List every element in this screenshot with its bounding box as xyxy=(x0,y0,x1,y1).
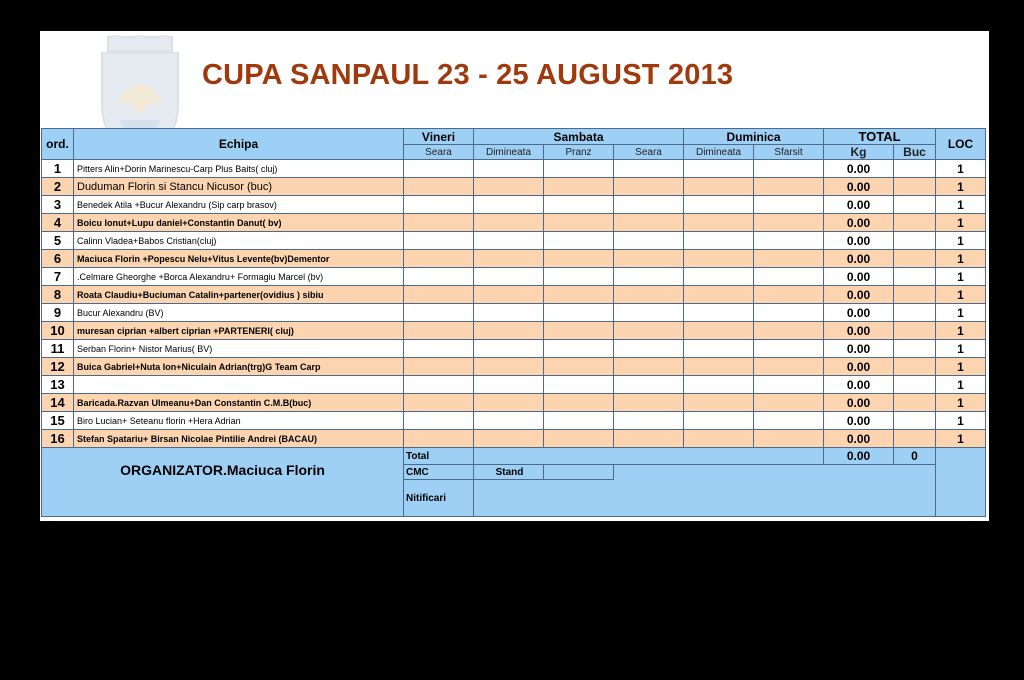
row-sambata-pranz xyxy=(544,322,614,340)
row-team: Buica Gabriel+Nuta Ion+Niculain Adrian(trg)G Team Carp xyxy=(74,358,404,376)
row-sambata-seara xyxy=(614,214,684,232)
row-duminica-sfarsit xyxy=(754,322,824,340)
row-buc xyxy=(894,340,936,358)
row-team: .Celmare Gheorghe +Borca Alexandru+ Formagiu Marcel (bv) xyxy=(74,268,404,286)
row-vineri-seara xyxy=(404,268,474,286)
row-kg: 0.00 xyxy=(824,286,894,304)
row-duminica-dimineata xyxy=(684,250,754,268)
row-kg: 0.00 xyxy=(824,304,894,322)
row-vineri-seara xyxy=(404,178,474,196)
total-kg: 0.00 xyxy=(824,448,894,465)
stand-value xyxy=(544,465,614,480)
row-vineri-seara xyxy=(404,394,474,412)
row-sambata-seara xyxy=(614,178,684,196)
row-team: Benedek Atila +Bucur Alexandru (Sip carp brasov) xyxy=(74,196,404,214)
row-loc: 1 xyxy=(936,304,986,322)
row-vineri-seara xyxy=(404,304,474,322)
notificari-value xyxy=(474,480,936,517)
row-sambata-pranz xyxy=(544,376,614,394)
table-row xyxy=(42,214,986,232)
row-team: Pitters Alin+Dorin Marinescu-Carp Plus Baits( cluj) xyxy=(74,160,404,178)
row-duminica-dimineata xyxy=(684,340,754,358)
row-ord: 9 xyxy=(42,304,74,322)
row-duminica-dimineata xyxy=(684,196,754,214)
row-sambata-dimineata xyxy=(474,286,544,304)
row-duminica-sfarsit xyxy=(754,160,824,178)
row-sambata-dimineata xyxy=(474,340,544,358)
organizer-label: ORGANIZATOR.Maciuca Florin xyxy=(42,448,404,517)
row-duminica-sfarsit xyxy=(754,394,824,412)
row-sambata-seara xyxy=(614,268,684,286)
row-duminica-dimineata xyxy=(684,394,754,412)
row-sambata-pranz xyxy=(544,394,614,412)
row-sambata-dimineata xyxy=(474,196,544,214)
header-kg: Kg xyxy=(824,145,894,160)
row-vineri-seara xyxy=(404,430,474,448)
row-loc: 1 xyxy=(936,268,986,286)
row-duminica-dimineata xyxy=(684,178,754,196)
row-sambata-dimineata xyxy=(474,232,544,250)
results-sheet xyxy=(40,31,989,521)
row-ord: 4 xyxy=(42,214,74,232)
row-loc: 1 xyxy=(936,340,986,358)
row-team: Bucur Alexandru (BV) xyxy=(74,304,404,322)
cmc-label: CMC xyxy=(404,465,474,480)
row-vineri-seara xyxy=(404,214,474,232)
row-duminica-sfarsit xyxy=(754,286,824,304)
row-sambata-dimineata xyxy=(474,160,544,178)
row-buc xyxy=(894,250,936,268)
row-ord: 11 xyxy=(42,340,74,358)
row-sambata-pranz xyxy=(544,268,614,286)
row-team: Stefan Spatariu+ Birsan Nicolae Pintilie Andrei (BACAU) xyxy=(74,430,404,448)
row-sambata-pranz xyxy=(544,178,614,196)
row-kg: 0.00 xyxy=(824,358,894,376)
row-sambata-seara xyxy=(614,322,684,340)
row-buc xyxy=(894,268,936,286)
row-ord: 5 xyxy=(42,232,74,250)
results-rows xyxy=(42,160,986,448)
row-duminica-sfarsit xyxy=(754,196,824,214)
row-team xyxy=(74,376,404,394)
row-ord: 3 xyxy=(42,196,74,214)
row-sambata-pranz xyxy=(544,250,614,268)
row-duminica-dimineata xyxy=(684,286,754,304)
row-duminica-dimineata xyxy=(684,304,754,322)
row-ord: 14 xyxy=(42,394,74,412)
row-sambata-pranz xyxy=(544,340,614,358)
row-team: Roata Claudiu+Buciuman Catalin+partener(ovidius ) sibiu xyxy=(74,286,404,304)
row-sambata-pranz xyxy=(544,412,614,430)
row-ord: 7 xyxy=(42,268,74,286)
row-sambata-pranz xyxy=(544,196,614,214)
row-ord: 15 xyxy=(42,412,74,430)
table-row xyxy=(42,160,986,178)
row-sambata-seara xyxy=(614,430,684,448)
row-vineri-seara xyxy=(404,376,474,394)
header-total: TOTAL xyxy=(824,129,936,145)
row-vineri-seara xyxy=(404,160,474,178)
row-buc xyxy=(894,286,936,304)
row-kg: 0.00 xyxy=(824,232,894,250)
row-duminica-dimineata xyxy=(684,232,754,250)
row-kg: 0.00 xyxy=(824,322,894,340)
table-row xyxy=(42,304,986,322)
total-buc: 0 xyxy=(894,448,936,465)
total-label: Total xyxy=(404,448,474,465)
row-sambata-dimineata xyxy=(474,250,544,268)
header-vineri-seara: Seara xyxy=(404,145,474,160)
row-sambata-dimineata xyxy=(474,304,544,322)
row-ord: 12 xyxy=(42,358,74,376)
row-buc xyxy=(894,430,936,448)
row-loc: 1 xyxy=(936,412,986,430)
row-kg: 0.00 xyxy=(824,430,894,448)
row-duminica-dimineata xyxy=(684,160,754,178)
row-sambata-seara xyxy=(614,304,684,322)
row-team: Boicu Ionut+Lupu daniel+Constantin Danut( bv) xyxy=(74,214,404,232)
row-sambata-pranz xyxy=(544,304,614,322)
row-ord: 1 xyxy=(42,160,74,178)
header-duminica: Duminica xyxy=(684,129,824,145)
row-sambata-seara xyxy=(614,196,684,214)
table-row xyxy=(42,286,986,304)
row-loc: 1 xyxy=(936,214,986,232)
row-loc: 1 xyxy=(936,394,986,412)
header-duminica-dimineata: Dimineata xyxy=(684,145,754,160)
row-buc xyxy=(894,160,936,178)
row-vineri-seara xyxy=(404,322,474,340)
table-row xyxy=(42,394,986,412)
row-sambata-seara xyxy=(614,250,684,268)
row-duminica-dimineata xyxy=(684,322,754,340)
row-sambata-seara xyxy=(614,340,684,358)
row-kg: 0.00 xyxy=(824,196,894,214)
row-sambata-dimineata xyxy=(474,412,544,430)
table-row xyxy=(42,196,986,214)
row-vineri-seara xyxy=(404,250,474,268)
header-buc: Buc xyxy=(894,145,936,160)
row-team: Calinn Vladea+Babos Cristian(cluj) xyxy=(74,232,404,250)
row-sambata-dimineata xyxy=(474,268,544,286)
row-sambata-dimineata xyxy=(474,322,544,340)
header-duminica-sfarsit: Sfarsit xyxy=(754,145,824,160)
row-buc xyxy=(894,214,936,232)
row-sambata-dimineata xyxy=(474,178,544,196)
row-kg: 0.00 xyxy=(824,340,894,358)
table-row xyxy=(42,178,986,196)
row-duminica-sfarsit xyxy=(754,178,824,196)
row-loc: 1 xyxy=(936,196,986,214)
row-vineri-seara xyxy=(404,232,474,250)
row-loc: 1 xyxy=(936,322,986,340)
header-sambata-pranz: Pranz xyxy=(544,145,614,160)
row-sambata-dimineata xyxy=(474,376,544,394)
total-spacer xyxy=(474,448,824,465)
row-duminica-sfarsit xyxy=(754,304,824,322)
row-duminica-dimineata xyxy=(684,358,754,376)
row-sambata-seara xyxy=(614,232,684,250)
row-duminica-sfarsit xyxy=(754,412,824,430)
row-duminica-dimineata xyxy=(684,412,754,430)
row-ord: 13 xyxy=(42,376,74,394)
row-kg: 0.00 xyxy=(824,268,894,286)
row-duminica-dimineata xyxy=(684,430,754,448)
row-loc: 1 xyxy=(936,358,986,376)
row-duminica-sfarsit xyxy=(754,214,824,232)
row-sambata-dimineata xyxy=(474,394,544,412)
row-duminica-sfarsit xyxy=(754,430,824,448)
row-duminica-sfarsit xyxy=(754,340,824,358)
page-title: CUPA SANPAUL 23 - 25 AUGUST 2013 xyxy=(202,59,734,91)
row-duminica-sfarsit xyxy=(754,268,824,286)
row-buc xyxy=(894,178,936,196)
row-kg: 0.00 xyxy=(824,178,894,196)
footer-loc-blank xyxy=(936,448,986,517)
row-sambata-seara xyxy=(614,160,684,178)
row-buc xyxy=(894,196,936,214)
row-ord: 10 xyxy=(42,322,74,340)
header-echipa: Echipa xyxy=(74,129,404,160)
header-sambata-dimineata: Dimineata xyxy=(474,145,544,160)
row-vineri-seara xyxy=(404,286,474,304)
row-team: Duduman Florin si Stancu Nicusor (buc) xyxy=(74,178,404,196)
table-row xyxy=(42,412,986,430)
row-loc: 1 xyxy=(936,430,986,448)
header-ord: ord. xyxy=(42,129,74,160)
row-loc: 1 xyxy=(936,178,986,196)
results-table xyxy=(41,128,986,517)
row-duminica-dimineata xyxy=(684,376,754,394)
row-sambata-dimineata xyxy=(474,358,544,376)
row-vineri-seara xyxy=(404,358,474,376)
row-duminica-sfarsit xyxy=(754,358,824,376)
row-buc xyxy=(894,412,936,430)
table-row xyxy=(42,430,986,448)
row-kg: 0.00 xyxy=(824,160,894,178)
stand-label: Stand xyxy=(474,465,544,480)
header-sambata: Sambata xyxy=(474,129,684,145)
cmc-spacer xyxy=(614,465,936,480)
table-row xyxy=(42,322,986,340)
row-loc: 1 xyxy=(936,286,986,304)
row-team: Baricada.Razvan Ulmeanu+Dan Constantin C.M.B(buc) xyxy=(74,394,404,412)
row-loc: 1 xyxy=(936,232,986,250)
table-row xyxy=(42,250,986,268)
row-duminica-sfarsit xyxy=(754,250,824,268)
row-sambata-seara xyxy=(614,286,684,304)
row-ord: 2 xyxy=(42,178,74,196)
row-sambata-seara xyxy=(614,358,684,376)
row-sambata-seara xyxy=(614,376,684,394)
row-vineri-seara xyxy=(404,340,474,358)
row-duminica-sfarsit xyxy=(754,376,824,394)
row-ord: 16 xyxy=(42,430,74,448)
row-sambata-pranz xyxy=(544,430,614,448)
row-kg: 0.00 xyxy=(824,250,894,268)
row-kg: 0.00 xyxy=(824,214,894,232)
row-kg: 0.00 xyxy=(824,376,894,394)
row-kg: 0.00 xyxy=(824,394,894,412)
row-kg: 0.00 xyxy=(824,412,894,430)
row-buc xyxy=(894,358,936,376)
row-vineri-seara xyxy=(404,196,474,214)
row-team: Biro Lucian+ Seteanu florin +Hera Adrian xyxy=(74,412,404,430)
header-vineri: Vineri xyxy=(404,129,474,145)
row-buc xyxy=(894,394,936,412)
row-buc xyxy=(894,322,936,340)
notificari-label: Nitificari xyxy=(404,480,474,517)
row-sambata-seara xyxy=(614,394,684,412)
row-team: muresan ciprian +albert ciprian +PARTENERI( cluj) xyxy=(74,322,404,340)
row-sambata-dimineata xyxy=(474,214,544,232)
row-sambata-pranz xyxy=(544,286,614,304)
table-row xyxy=(42,340,986,358)
table-row xyxy=(42,376,986,394)
table-row xyxy=(42,268,986,286)
row-sambata-pranz xyxy=(544,358,614,376)
row-sambata-pranz xyxy=(544,160,614,178)
row-ord: 8 xyxy=(42,286,74,304)
header-sambata-seara: Seara xyxy=(614,145,684,160)
table-row xyxy=(42,232,986,250)
row-sambata-pranz xyxy=(544,214,614,232)
row-team: Maciuca Florin +Popescu Nelu+Vitus Levente(bv)Dementor xyxy=(74,250,404,268)
row-sambata-dimineata xyxy=(474,430,544,448)
row-loc: 1 xyxy=(936,250,986,268)
row-sambata-seara xyxy=(614,412,684,430)
row-ord: 6 xyxy=(42,250,74,268)
row-loc: 1 xyxy=(936,376,986,394)
header-loc: LOC xyxy=(936,129,986,160)
row-duminica-sfarsit xyxy=(754,232,824,250)
row-duminica-dimineata xyxy=(684,268,754,286)
row-duminica-dimineata xyxy=(684,214,754,232)
row-buc xyxy=(894,232,936,250)
row-buc xyxy=(894,376,936,394)
row-sambata-pranz xyxy=(544,232,614,250)
table-row xyxy=(42,358,986,376)
row-loc: 1 xyxy=(936,160,986,178)
row-buc xyxy=(894,304,936,322)
row-team: Serban Florin+ Nistor Marius( BV) xyxy=(74,340,404,358)
row-vineri-seara xyxy=(404,412,474,430)
